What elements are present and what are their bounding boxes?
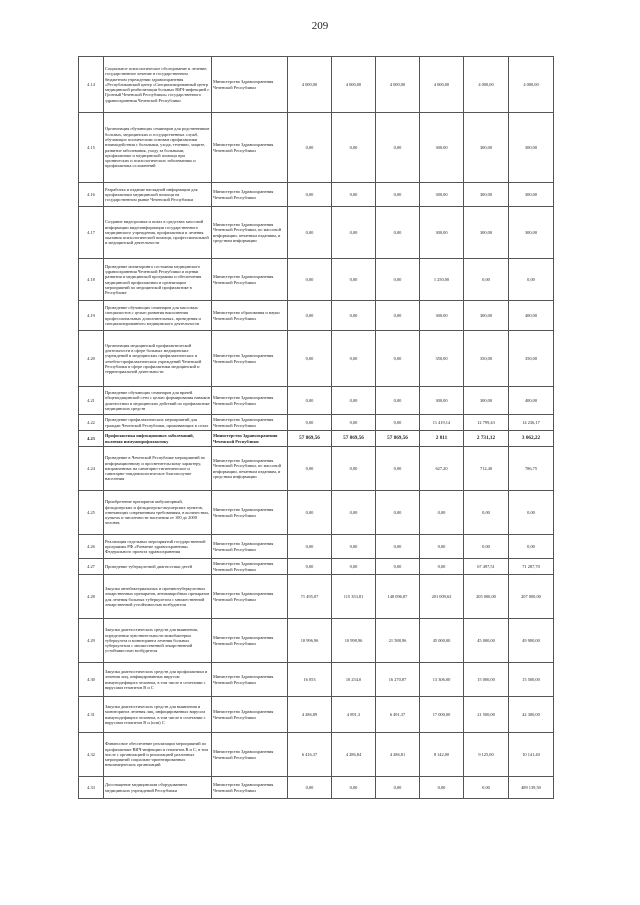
responsible-executor: Министерство Здравоохранения Чеченской Республики: [212, 733, 288, 777]
responsible-executor: Министерство Здравоохранения Чеченской Республики: [212, 777, 288, 799]
funding-value-1: 0,00: [288, 259, 332, 301]
table-row: [79, 447, 554, 491]
funding-value-3: 4 286,81: [376, 733, 420, 777]
funding-value-5: 712,40: [464, 447, 509, 491]
responsible-executor: Министерство образования и науки Чеченской Республики: [212, 301, 288, 331]
row-number: 4.27: [79, 559, 104, 575]
funding-value-5: 12 799,43: [464, 415, 509, 431]
activity-description: Закупка диагностических средств для выявления и мониторинга лечения лиц, инфицированных вирусом иммунодефицита человека, в том числе в сочетании с вирусами гепатитов В и (или) С: [104, 697, 212, 733]
page-number: 209: [311, 20, 329, 32]
funding-value-4: 0,00: [420, 559, 464, 575]
funding-value-4: 4 000,00: [420, 57, 464, 113]
row-number: 4.14: [79, 57, 104, 113]
table-row: [79, 207, 554, 259]
activity-description: Профилактика инфекционных заболеваний, включая иммунопрофилактику: [104, 431, 212, 447]
funding-value-4: 17 000,00: [420, 697, 464, 733]
table-row: [79, 575, 554, 619]
table-row: [79, 559, 554, 575]
responsible-executor: Министерство Здравоохранения Чеченской Республики, по массовой информации, печатным изданиям, и средствам информации: [212, 447, 288, 491]
funding-value-3: 0,00: [376, 259, 420, 301]
table-row: [79, 697, 554, 733]
table-row: [79, 619, 554, 663]
funding-value-5: 2 731,12: [464, 431, 509, 447]
row-number: 4.16: [79, 183, 104, 207]
funding-value-1: 0,00: [288, 301, 332, 331]
funding-value-3: 0,00: [376, 447, 420, 491]
funding-value-5: 0,00: [464, 259, 509, 301]
responsible-executor: Министерство Здравоохранения Чеченской Республики, по массовой информации, печатным изданиям, и средствам информации: [212, 207, 288, 259]
funding-value-2: 0,00: [332, 183, 376, 207]
funding-value-4: 11 419,14: [420, 415, 464, 431]
activity-description: Финансовое обеспечение реализации мероприятий по профилактике ВИЧ-инфекции и гепатитов В и С, в том числе с организацией и реализацией различных мероприятий социально-ориентированных некоммерческих организаций: [104, 733, 212, 777]
funding-value-3: 148 096,87: [376, 575, 420, 619]
funding-value-6: 0,00: [509, 535, 554, 559]
activity-description: Проведение в Чеченской Республике мероприятий по информационному и просветительскому характеру, направленных на санитарно-гигиеническое и санитарно-эпидемиологическое благополучие населения: [104, 447, 212, 491]
funding-value-5: 205 000,00: [464, 575, 509, 619]
funding-value-4: 8 142,00: [420, 733, 464, 777]
table-row: [79, 733, 554, 777]
row-number: 4.25: [79, 491, 104, 535]
funding-value-1: 57 869,56: [288, 431, 332, 447]
funding-value-2: 4 000,00: [332, 57, 376, 113]
funding-value-6: 14 236,17: [509, 415, 554, 431]
funding-value-2: 57 869,56: [332, 431, 376, 447]
funding-value-2: 0,00: [332, 447, 376, 491]
table-body: [79, 57, 554, 799]
funding-value-6: 207 000,00: [509, 575, 554, 619]
funding-value-5: 300,00: [464, 207, 509, 259]
funding-value-4: 300,00: [420, 183, 464, 207]
funding-value-1: 4 286,89: [288, 697, 332, 733]
funding-value-6: 300,00: [509, 207, 554, 259]
funding-value-4: 300,00: [420, 113, 464, 183]
funding-value-1: 71 495,07: [288, 575, 332, 619]
funding-value-4: 45 000,00: [420, 619, 464, 663]
funding-value-2: 0,00: [332, 301, 376, 331]
activity-description: Проведение мониторинга состояния медицинского здравоохранения Чеченской Республики и оценки развития и медицинской программы и обеспечения медицинской профилактики и организации мероприятий по медицинской профилактике в Республике: [104, 259, 212, 301]
funding-value-6: 350,00: [509, 331, 554, 387]
funding-value-3: 0,00: [376, 559, 420, 575]
funding-value-3: 57 869,56: [376, 431, 420, 447]
budget-table: [78, 56, 554, 799]
row-number: 4.32: [79, 733, 104, 777]
funding-value-4: 350,00: [420, 331, 464, 387]
table-row: [79, 259, 554, 301]
funding-value-1: 16 053: [288, 663, 332, 697]
row-number: 4.29: [79, 619, 104, 663]
table-row: [79, 415, 554, 431]
funding-value-5: 300,00: [464, 183, 509, 207]
funding-value-6: 0,00: [509, 491, 554, 535]
activity-description: Закупка диагностических средств для профилактики и лечения лиц, инфицированных вирусом иммунодефицита человека, в том числе в сочетании с вирусами гепатитов В и С: [104, 663, 212, 697]
funding-value-5: 21 500,00: [464, 697, 509, 733]
table-row: [79, 331, 554, 387]
table-row: [79, 491, 554, 535]
row-number: 4.22: [79, 415, 104, 431]
responsible-executor: Министерство Здравоохранения Чеченской Республики: [212, 697, 288, 733]
funding-value-3: 0,00: [376, 113, 420, 183]
row-number: 4.19: [79, 301, 104, 331]
responsible-executor: Министерство Здравоохранения Чеченской Республики: [212, 559, 288, 575]
table-row: [79, 387, 554, 415]
funding-value-1: 0,00: [288, 777, 332, 799]
funding-value-2: 0,00: [332, 777, 376, 799]
activity-description: Социальное психологическое обследование и лечение, государственное лечение в государственном бюджетном учреждении здравоохранения «Республиканский центр «Специализированный центр медицинской реабилитации больных ВИЧ-инфекцией г. Грозный Чеченской Республики» государственного здравоохранения Чеченской Республики: [104, 57, 212, 113]
funding-value-4: 300,00: [420, 387, 464, 415]
funding-value-6: 71 287,70: [509, 559, 554, 575]
funding-value-3: 0,00: [376, 183, 420, 207]
row-number: 4.26: [79, 535, 104, 559]
funding-value-2: 0,00: [332, 113, 376, 183]
funding-value-6: 489 139,50: [509, 777, 554, 799]
row-number: 4.31: [79, 697, 104, 733]
funding-value-1: 10 996,96: [288, 619, 332, 663]
funding-value-5: 45 000,00: [464, 619, 509, 663]
activity-description: Проведение профилактических мероприятий для граждан Чеченской Республики, проживающих в селах: [104, 415, 212, 431]
responsible-executor: Министерство Здравоохранения Чеченской Республики: [212, 113, 288, 183]
funding-value-4: 300,00: [420, 207, 464, 259]
funding-value-4: 2 811: [420, 431, 464, 447]
table-row: [79, 113, 554, 183]
funding-value-1: 0,00: [288, 415, 332, 431]
funding-value-5: 4 000,00: [464, 57, 509, 113]
funding-value-1: 4 000,00: [288, 57, 332, 113]
funding-value-6: 4 000,00: [509, 57, 554, 113]
funding-value-6: 10 141,40: [509, 733, 554, 777]
responsible-executor: Министерство Здравоохранения Чеченской Республики: [212, 663, 288, 697]
row-number: 4.28: [79, 575, 104, 619]
funding-value-2: 10 998,96: [332, 619, 376, 663]
funding-value-3: 0,00: [376, 301, 420, 331]
funding-value-3: 16 270,87: [376, 663, 420, 697]
row-number: 4.24: [79, 447, 104, 491]
funding-value-4: 201 009,63: [420, 575, 464, 619]
responsible-executor: Министерство Здравоохранения Чеченской Республики: [212, 619, 288, 663]
row-number: 4.33: [79, 777, 104, 799]
funding-value-2: 4 891,3: [332, 697, 376, 733]
funding-value-2: 0,00: [332, 331, 376, 387]
funding-value-5: 300,00: [464, 387, 509, 415]
funding-value-3: 4 000,00: [376, 57, 420, 113]
funding-value-5: 15 000,00: [464, 663, 509, 697]
funding-value-5: 300,00: [464, 301, 509, 331]
funding-value-4: 13 306,00: [420, 663, 464, 697]
row-number: 4.30: [79, 663, 104, 697]
funding-value-1: 0,00: [288, 447, 332, 491]
activity-description: Проведение обучающих семинаров для врачей общемедицинской сети с целью формирования навыков диагностики и медицинских действий по профилактике медицинских средств: [104, 387, 212, 415]
funding-value-3: 0,00: [376, 491, 420, 535]
funding-value-3: 0,00: [376, 331, 420, 387]
row-number: 4.17: [79, 207, 104, 259]
table-row: [79, 301, 554, 331]
funding-value-4: 300,00: [420, 301, 464, 331]
funding-value-1: 6 416,37: [288, 733, 332, 777]
funding-value-3: 21 588,96: [376, 619, 420, 663]
funding-value-2: 115 353,81: [332, 575, 376, 619]
funding-value-2: 0,00: [332, 387, 376, 415]
row-number: 4.20: [79, 331, 104, 387]
funding-value-3: 0,00: [376, 207, 420, 259]
funding-value-6: 3 062,22: [509, 431, 554, 447]
funding-value-6: 0,00: [509, 259, 554, 301]
funding-value-6: 15 500,00: [509, 663, 554, 697]
funding-value-1: 0,00: [288, 183, 332, 207]
funding-value-6: 786,75: [509, 447, 554, 491]
funding-value-3: 6 491,37: [376, 697, 420, 733]
funding-value-5: 0,00: [464, 535, 509, 559]
funding-value-4: 0,00: [420, 535, 464, 559]
funding-value-3: 0,00: [376, 387, 420, 415]
funding-value-6: 49 900,00: [509, 619, 554, 663]
responsible-executor: Министерство Здравоохранения Чеченской Республики: [212, 415, 288, 431]
responsible-executor: Министерство Здравоохранения Чеченской Республики: [212, 535, 288, 559]
responsible-executor: Министерство Здравоохранения Чеченской Республики: [212, 387, 288, 415]
funding-value-2: 10 254,0: [332, 663, 376, 697]
activity-description: Разработка и издание наглядной информации для профилактики медицинской помощи на государственном рынке Чеченской Республики: [104, 183, 212, 207]
row-number: 4.18: [79, 259, 104, 301]
funding-value-6: 42 300,00: [509, 697, 554, 733]
activity-description: Проведение туберкулезной диагностики детей: [104, 559, 212, 575]
funding-value-6: 300,00: [509, 183, 554, 207]
table-row: [79, 183, 554, 207]
funding-value-6: 400,00: [509, 301, 554, 331]
activity-description: Проведение обучающих семинаров для массовых специалистов с целью развития выполнения профессиональных дополнительных, проведения и специализированного медицинского деятельности: [104, 301, 212, 331]
funding-value-1: 0,00: [288, 535, 332, 559]
activity-description: Создание видеоролика и показ в средствах массовой информации видеоинформации государственного медицинского учреждения, профилактики и лечения оказания психологической помощи, профессиональной и медицинской деятельности: [104, 207, 212, 259]
funding-value-5: 9 125,00: [464, 733, 509, 777]
funding-value-2: 0,00: [332, 559, 376, 575]
funding-value-6: 300,00: [509, 113, 554, 183]
funding-value-1: 0,00: [288, 207, 332, 259]
funding-value-5: 300,00: [464, 113, 509, 183]
funding-value-1: 0,00: [288, 113, 332, 183]
funding-value-5: 67 497,51: [464, 559, 509, 575]
funding-value-2: 0,00: [332, 207, 376, 259]
activity-description: Организация обучающих семинаров для родственников больных, медицинских и государственных служб, обучающих психическим основам профилактики взаимодействия с больными, ухода, течению, защите, развитие заболевания, уходу за больными, профилактике и медицинской помощи при хронических и психологических заболеваниях и профилактика осложнений: [104, 113, 212, 183]
funding-value-2: 0,00: [332, 259, 376, 301]
funding-value-4: 0,00: [420, 491, 464, 535]
funding-value-1: 0,00: [288, 559, 332, 575]
funding-value-4: 627,20: [420, 447, 464, 491]
funding-value-2: 0,00: [332, 491, 376, 535]
activity-description: Организация медицинской профилактической деятельности в сфере больных медицинских учреждений и медицинских профилактических и лечебно-профилактических учреждений Чеченской Республики в сфере профилактики медицинской и территориальной деятельности: [104, 331, 212, 387]
funding-value-6: 400,00: [509, 387, 554, 415]
row-number: 4.15: [79, 113, 104, 183]
table-row: [79, 535, 554, 559]
activity-description: Закупка диагностических средств для выявления, определения чувствительности микобактерии туберкулеза и мониторинга лечения больных туберкулезом с множественной лекарственной устойчивостью возбудителя: [104, 619, 212, 663]
funding-value-2: 0,00: [332, 535, 376, 559]
row-number: 4.23: [79, 431, 104, 447]
funding-value-3: 0,00: [376, 415, 420, 431]
funding-value-1: 0,00: [288, 331, 332, 387]
responsible-executor: Министерство Здравоохранения Чеченской Республики: [212, 575, 288, 619]
table-row: [79, 663, 554, 697]
funding-value-2: 4 286,84: [332, 733, 376, 777]
responsible-executor: Министерство Здравоохранения Чеченской Республики: [212, 183, 288, 207]
row-number: 4.21: [79, 387, 104, 415]
funding-value-2: 0,00: [332, 415, 376, 431]
funding-value-3: 0,00: [376, 777, 420, 799]
table-row: [79, 777, 554, 799]
funding-value-4: 0,00: [420, 777, 464, 799]
responsible-executor: Министерство Здравоохранения Чеченской Республики: [212, 259, 288, 301]
funding-value-5: 0,00: [464, 491, 509, 535]
responsible-executor: Министерство Здравоохранения Чеченской Республики: [212, 331, 288, 387]
activity-description: Закупка антибактериальных и противотуберкулезных лекарственных препаратов, антимикробных препаратов для лечения больных туберкулезом с множественной лекарственной устойчивостью возбудителя: [104, 575, 212, 619]
activity-description: Приобретение препаратов амбулаторный, фельдшерских и фельдшерско-акушерских пунктов, отвечающих современным требованиям, в количествах, пунктах и численности населения от 100 до 2000 человек: [104, 491, 212, 535]
responsible-executor: Министерство Здравоохранения Чеченской Республики: [212, 431, 288, 447]
funding-value-5: 0,00: [464, 777, 509, 799]
table-row: [79, 431, 554, 447]
funding-value-3: 0,00: [376, 535, 420, 559]
funding-value-1: 0,00: [288, 387, 332, 415]
activity-description: Дооснащение медицинским оборудованием медицинских учреждений Республики: [104, 777, 212, 799]
funding-value-1: 0,00: [288, 491, 332, 535]
funding-value-4: 1 250,00: [420, 259, 464, 301]
activity-description: Реализация отдельных мероприятий государственной программы РФ «Развитие здравоохранения» Федерального проекта здравоохранения: [104, 535, 212, 559]
funding-value-5: 350,00: [464, 331, 509, 387]
responsible-executor: Министерство Здравоохранения Чеченской Республики: [212, 491, 288, 535]
table-row: [79, 57, 554, 113]
responsible-executor: Министерство Здравоохранения Чеченской Республики: [212, 57, 288, 113]
